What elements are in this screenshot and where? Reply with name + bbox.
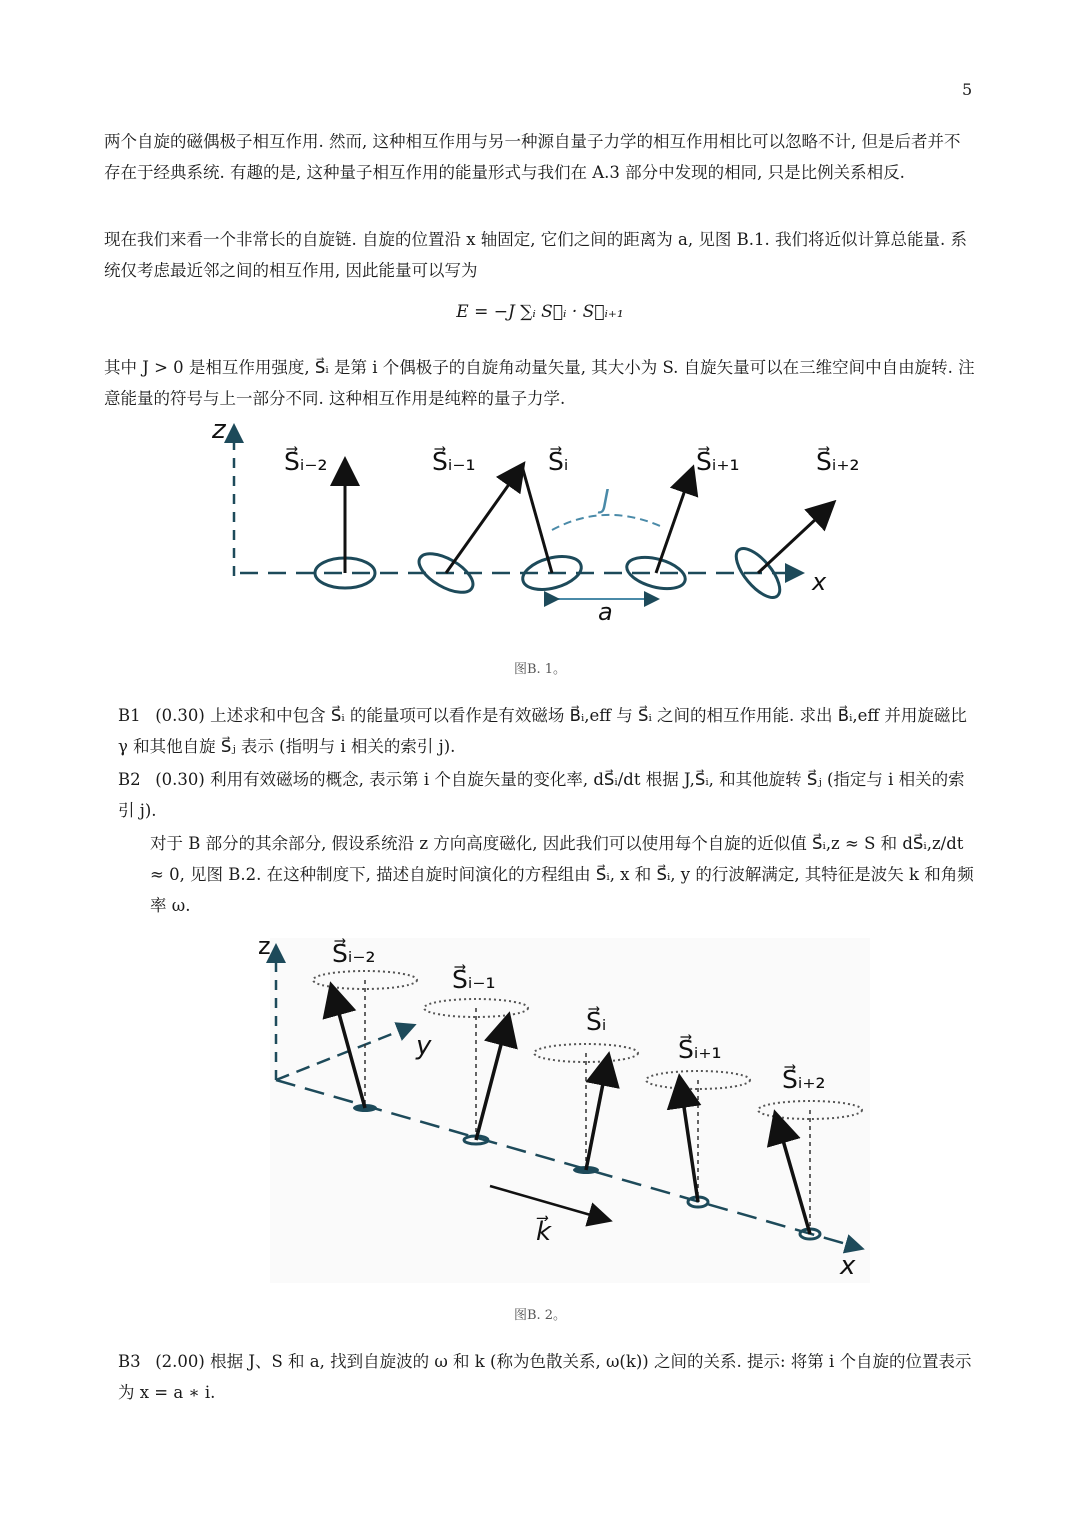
fig1-coupling-arc: [552, 515, 660, 530]
fig1-spin-label: S⃗ᵢ₊₂: [816, 447, 860, 476]
question-b2-id: B2: [118, 770, 141, 789]
fig1-spin-label: S⃗ᵢ₋₁: [432, 447, 476, 476]
fig2-z-label: z: [258, 932, 271, 960]
fig2-spin-label: S⃗ᵢ: [586, 1007, 607, 1036]
fig1-spin-arrow: [446, 466, 522, 573]
energy-equation: E = −J ∑ᵢ S⃗ᵢ · S⃗ᵢ₊₁: [456, 302, 624, 322]
fig1-spin-label: S⃗ᵢ₊₁: [696, 447, 740, 476]
fig2-spin-label: S⃗ᵢ₊₂: [782, 1065, 826, 1094]
fig2-x-label: x: [840, 1251, 856, 1281]
figure-b1-caption: 图B. 1。: [513, 662, 567, 677]
figure-b2: [240, 930, 880, 1285]
question-b3-text: 根据 J、S 和 a, 找到自旋波的 ω 和 k (称为色散关系, ω(k)) 之间的关系. 提示: 将第 i 个自旋的位置表示为 x = a ∗ i.: [118, 1352, 972, 1402]
fig2-y-label: y: [416, 1031, 432, 1061]
fig1-coupling-label: J: [602, 485, 610, 515]
fig1-x-label: x: [812, 568, 827, 596]
paragraph-2: 现在我们来看一个非常长的自旋链. 自旋的位置沿 x 轴固定, 它们之间的距离为 a, 见图 B.1. 我们将近似计算总能量. 系统仅考虑最近邻之间的相互作用, 因此能量可以写为: [104, 230, 967, 280]
question-b1-points: (0.30): [155, 706, 205, 725]
fig1-z-label: z: [212, 418, 226, 445]
question-b2-points: (0.30): [155, 770, 205, 789]
question-b2: [118, 764, 976, 826]
paragraph-1: 两个自旋的磁偶极子相互作用. 然而, 这种相互作用与另一种源自量子力学的相互作用相比可以忽略不计, 但是后者并不存在于经典系统. 有趣的是, 这种量子相互作用的能量形式与我们在 A.3 部分中发现的相同, 只是比例关系相反.: [104, 132, 961, 182]
fig1-spin-arrow: [758, 504, 832, 573]
fig2-wave-label: k⃗: [536, 1217, 552, 1247]
fig1-spacing-label: a: [598, 598, 613, 626]
fig2-spin-label: S⃗ᵢ₋₁: [452, 965, 496, 994]
question-b1-id: B1: [118, 706, 141, 725]
fig2-spin-label: S⃗ᵢ₊₁: [678, 1035, 722, 1064]
page-number: 5: [962, 80, 973, 99]
fig1-spin-label: S⃗ᵢ₋₂: [284, 447, 328, 476]
paragraph-3: 其中 J > 0 是相互作用强度, S⃗ᵢ 是第 i 个偶极子的自旋角动量矢量, 其大小为 S. 自旋矢量可以在三维空间中自由旋转. 注意能量的符号与上一部分不同. 这种相互作用是纯粹的量子力学.: [104, 358, 975, 408]
question-b3-points: (2.00): [155, 1352, 205, 1371]
question-b3: [118, 1346, 976, 1408]
question-b3-id: B3: [118, 1352, 141, 1371]
figure-b2-caption: 图B. 2。: [513, 1308, 567, 1323]
fig1-spin-arrow: [656, 470, 692, 573]
figure-b1: [200, 418, 880, 628]
fig2-spin-label: S⃗ᵢ₋₂: [332, 939, 376, 968]
question-b1-text: 上述求和中包含 S⃗ᵢ 的能量项可以看作是有效磁场 B⃗ᵢ,eff 与 S⃗ᵢ 之间的相互作用能. 求出 B⃗ᵢ,eff 并用旋磁比 γ 和其他自旋 S⃗ⱼ 表示 (指明与 i 相关的索引 j).: [118, 706, 967, 756]
fig1-spin-arrow: [522, 466, 552, 573]
question-b1: [118, 700, 976, 762]
question-b2-text: 利用有效磁场的概念, 表示第 i 个自旋矢量的变化率, dS⃗ᵢ/dt 根据 J,S⃗ᵢ, 和其他旋转 S⃗ⱼ (指定与 i 相关的索引 j).: [118, 770, 965, 820]
b2-followup-paragraph: 对于 B 部分的其余部分, 假设系统沿 z 方向高度磁化, 因此我们可以使用每个自旋的近似值 S⃗ᵢ,z ≈ S 和 dS⃗ᵢ,z/dt ≈ 0, 见图 B.2. 在这种制度下, 描述自旋时间演化的方程组由 S⃗ᵢ, x 和 S⃗ᵢ, y 的行波解满定, 其特征是波矢 k 和角频率 ω.: [150, 834, 974, 915]
fig1-spin-label: S⃗ᵢ: [548, 447, 569, 476]
